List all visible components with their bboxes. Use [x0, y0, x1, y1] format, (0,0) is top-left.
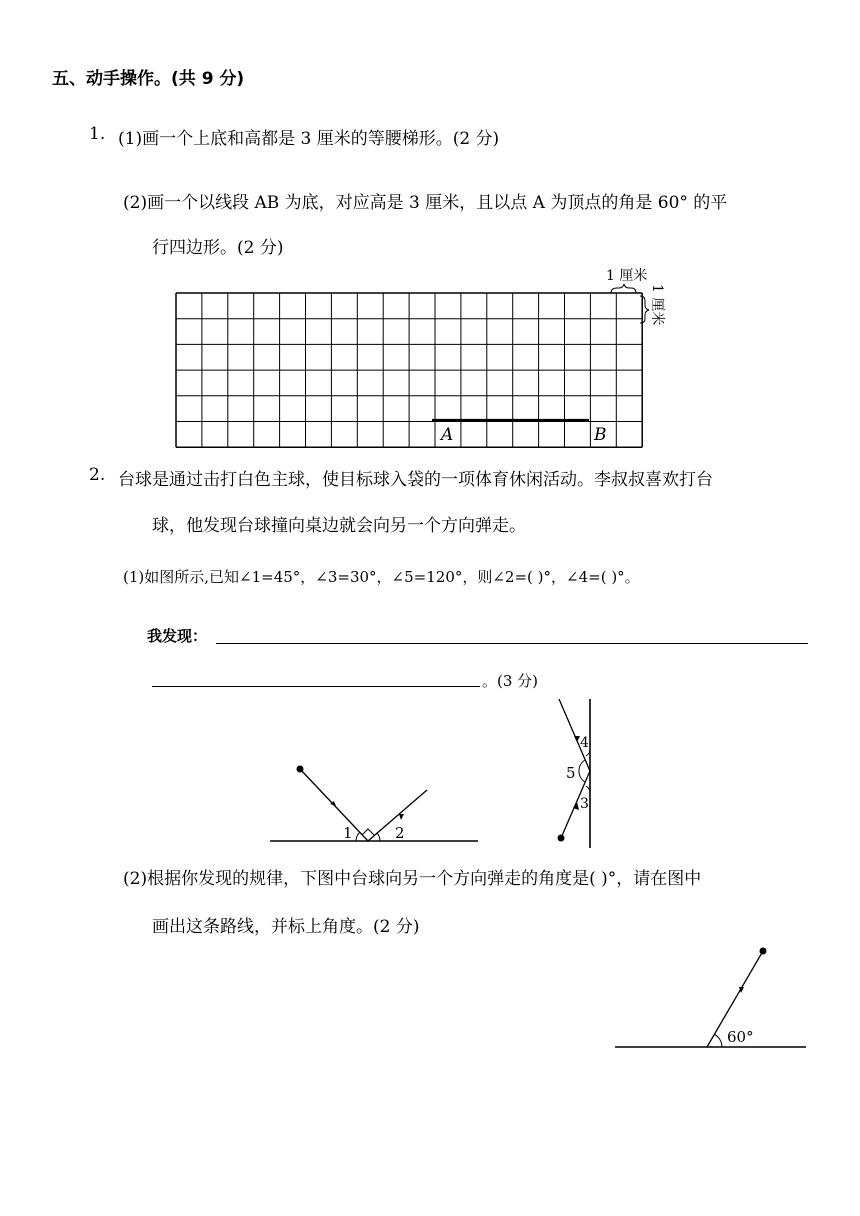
q1-number: 1.: [89, 124, 106, 144]
q2-part2-text-line2: 画出这条路线，并标上角度。(2 分): [152, 917, 420, 937]
angle-60-label: 60°: [727, 1028, 754, 1046]
discover-end-text: 。(3 分): [482, 672, 539, 690]
angle-5-label: 5: [566, 764, 576, 782]
q1-part2-text-line1: (2)画一个以线段 AB 为底，对应高是 3 厘米，且以点 A 为顶点的角是 60° 的平: [123, 193, 728, 213]
scale-label-horizontal: 1 厘米: [606, 268, 648, 284]
q2-number: 2.: [89, 465, 106, 485]
scale-label-vertical: 1 厘米: [649, 284, 665, 326]
q2-intro-line1: 台球是通过击打白色主球，使目标球入袋的一项体育休闲活动。李叔叔喜欢打台: [118, 470, 713, 490]
point-a-label: A: [441, 425, 454, 445]
angle-arc-60: [714, 1034, 722, 1047]
angle-1-label: 1: [343, 824, 353, 842]
q2-part1-text: (1)如图所示,已知∠1=45°，∠3=30°，∠5=120°，则∠2=( )°，∠4=( )°。: [123, 568, 640, 586]
discover-label: 我发现：: [147, 627, 208, 645]
angle-4-label: 4: [580, 735, 589, 751]
section-title: 五、动手操作。(共 9 分): [52, 69, 245, 89]
angle-3-label: 3: [580, 796, 589, 812]
angle-2-label: 2: [395, 824, 405, 842]
q1-part1-text: (1)画一个上底和高都是 3 厘米的等腰梯形。(2 分): [118, 129, 500, 149]
q2-intro-line2: 球，他发现台球撞向桌边就会向另一个方向弹走。: [152, 516, 526, 536]
q1-part2-text-line2: 行四边形。(2 分): [152, 238, 284, 258]
q2-part2-text-line1: (2)根据你发现的规律，下图中台球向另一个方向弹走的角度是( )°，请在图中: [123, 869, 702, 889]
point-b-label: B: [594, 425, 607, 445]
